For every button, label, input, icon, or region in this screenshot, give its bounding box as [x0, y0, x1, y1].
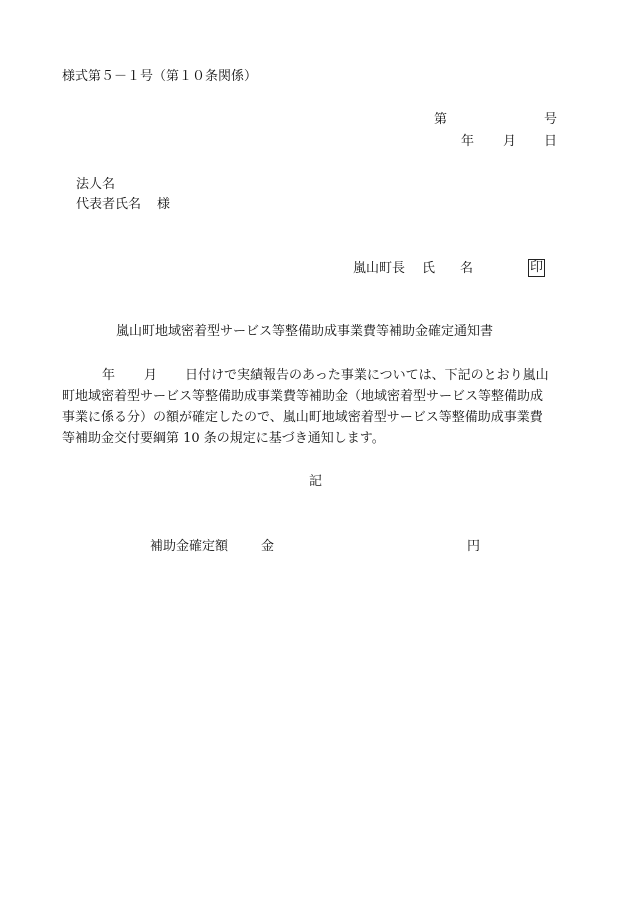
- body-line3-text: 事業に係る分）の額が確定したので、嵐山町地域密着型サービス等整備助成事業費: [62, 410, 543, 425]
- body-month: 月: [144, 368, 158, 383]
- recipient-honorific: 様: [157, 197, 171, 212]
- recipient-corp-name: 法人名: [76, 177, 116, 192]
- date-year: 年: [461, 134, 475, 149]
- date-day: 日: [544, 134, 558, 149]
- amount-yen: 円: [467, 539, 481, 554]
- amount-label: 補助金確定額: [150, 539, 229, 554]
- sender-title: 嵐山町長: [353, 261, 406, 276]
- doc-number-prefix: 第: [434, 112, 448, 127]
- body-year: 年: [102, 368, 116, 383]
- sender-name-label-1: 氏: [422, 261, 436, 276]
- form-label: 様式第５－１号（第１０条関係）: [62, 69, 258, 84]
- seal-mark: 印: [530, 260, 544, 275]
- doc-number-suffix: 号: [544, 112, 558, 127]
- body-line4-text: 等補助金交付要綱第 10 条の規定に基づき通知します。: [62, 431, 385, 446]
- sender-name-label-2: 名: [460, 261, 474, 276]
- body-line1-text: 日付けで実績報告のあった事業については、下記のとおり嵐山: [185, 368, 549, 383]
- body-line2-text: 町地域密着型サービス等整備助成事業費等補助金（地域密着型サービス等整備助成: [62, 389, 544, 404]
- recipient-rep-name: 代表者氏名: [76, 197, 142, 212]
- amount-kin: 金: [261, 539, 275, 554]
- document-title: 嵐山町地域密着型サービス等整備助成事業費等補助金確定通知書: [116, 324, 494, 339]
- ki-heading: 記: [309, 474, 323, 489]
- date-month: 月: [503, 134, 517, 149]
